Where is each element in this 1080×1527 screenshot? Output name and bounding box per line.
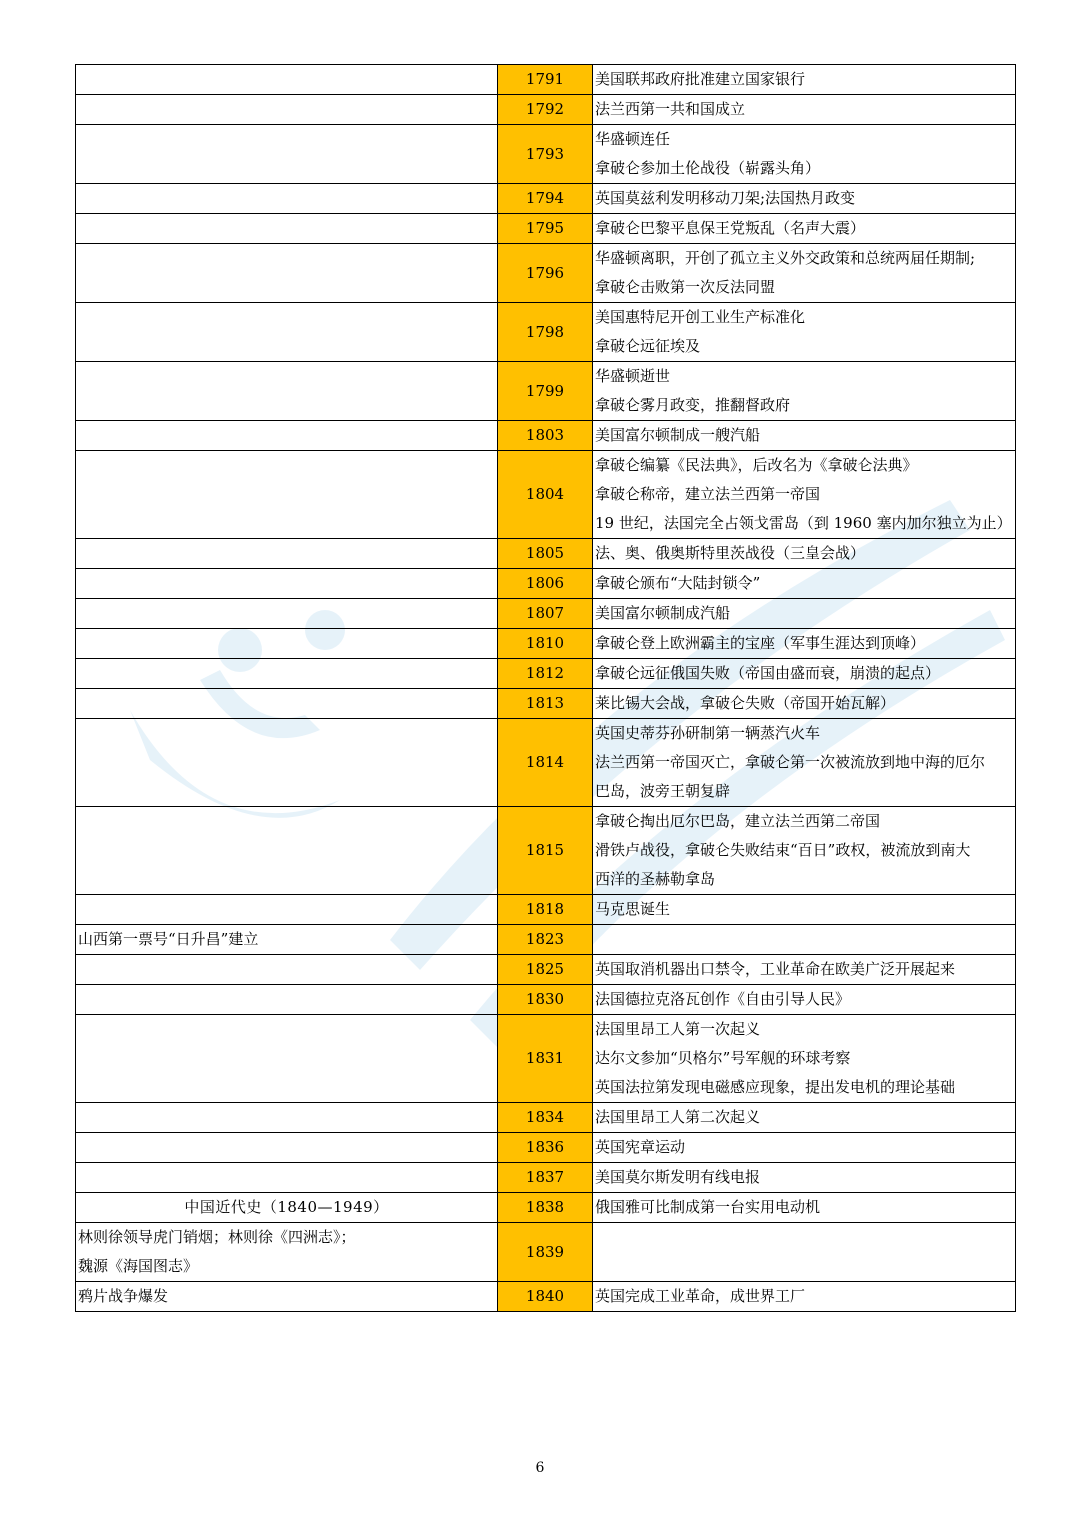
world-event-cell — [593, 925, 1016, 955]
world-event-line: 法国里昂工人第一次起义 — [595, 1020, 761, 1038]
china-event-cell — [76, 125, 498, 184]
china-event-cell — [76, 1223, 498, 1282]
table-row — [76, 1015, 1016, 1103]
world-event-cell — [593, 1223, 1016, 1282]
world-event-cell — [593, 719, 1016, 807]
world-event-line: 美国联邦政府批准建立国家银行 — [595, 70, 806, 88]
china-event-line: 山西第一票号“日升昌”建立 — [78, 930, 259, 948]
world-event-line: 拿破仑颁布“大陆封锁令” — [595, 574, 761, 592]
china-event-cell — [76, 539, 498, 569]
world-event-line: 华盛顿离职，开创了孤立主义外交政策和总统两届任期制; — [595, 249, 976, 267]
year-cell: 1794 — [498, 184, 593, 214]
table-row — [76, 569, 1016, 599]
china-event-cell — [76, 925, 498, 955]
table-row — [76, 955, 1016, 985]
china-event-line: 鸦片战争爆发 — [78, 1287, 169, 1305]
world-event-line: 华盛顿连任 — [595, 130, 671, 148]
world-event-line: 拿破仑雾月政变，推翻督政府 — [595, 396, 791, 414]
year-cell: 1840 — [498, 1282, 593, 1312]
world-event-cell — [593, 599, 1016, 629]
world-event-cell — [593, 303, 1016, 362]
china-event-cell — [76, 1103, 498, 1133]
china-event-cell — [76, 719, 498, 807]
world-event-cell — [593, 569, 1016, 599]
year-cell: 1799 — [498, 362, 593, 421]
year-cell: 1836 — [498, 1133, 593, 1163]
world-event-cell — [593, 1015, 1016, 1103]
table-row — [76, 1282, 1016, 1312]
section-heading-cell — [76, 1193, 498, 1223]
year-cell: 1796 — [498, 244, 593, 303]
year-cell: 1814 — [498, 719, 593, 807]
world-event-line: 法国德拉克洛瓦创作《自由引导人民》 — [595, 990, 851, 1008]
table-row — [76, 95, 1016, 125]
china-event-cell — [76, 65, 498, 95]
world-event-line: 西洋的圣赫勒拿岛 — [595, 870, 716, 888]
china-event-cell — [76, 599, 498, 629]
china-event-cell — [76, 1133, 498, 1163]
world-event-cell — [593, 807, 1016, 895]
year-cell: 1792 — [498, 95, 593, 125]
world-event-cell — [593, 539, 1016, 569]
year-cell: 1812 — [498, 659, 593, 689]
world-event-line: 法、奥、俄奥斯特里茨战役（三皇会战） — [595, 544, 866, 562]
china-event-cell — [76, 895, 498, 925]
china-event-cell — [76, 569, 498, 599]
china-event-cell — [76, 1163, 498, 1193]
world-event-line: 拿破仑击败第一次反法同盟 — [595, 278, 776, 296]
table-row — [76, 1163, 1016, 1193]
table-row — [76, 362, 1016, 421]
world-event-cell — [593, 95, 1016, 125]
china-event-cell — [76, 451, 498, 539]
world-event-line: 拿破仑参加土伦战役（崭露头角） — [595, 159, 821, 177]
world-event-cell — [593, 689, 1016, 719]
world-event-line: 拿破仑远征俄国失败（帝国由盛而衰，崩溃的起点） — [595, 664, 941, 682]
world-event-line: 美国富尔顿制成汽船 — [595, 604, 731, 622]
year-cell: 1834 — [498, 1103, 593, 1133]
table-row — [76, 925, 1016, 955]
year-cell: 1815 — [498, 807, 593, 895]
year-cell: 1839 — [498, 1223, 593, 1282]
world-event-line: 法国里昂工人第二次起义 — [595, 1108, 761, 1126]
year-cell: 1813 — [498, 689, 593, 719]
year-cell: 1805 — [498, 539, 593, 569]
world-event-line: 拿破仑登上欧洲霸主的宝座（军事生涯达到顶峰） — [595, 634, 926, 652]
table-row — [76, 539, 1016, 569]
world-event-line: 英国取消机器出口禁令，工业革命在欧美广泛开展起来 — [595, 960, 956, 978]
world-event-line: 莱比锡大会战，拿破仑失败（帝国开始瓦解） — [595, 694, 896, 712]
world-event-cell — [593, 659, 1016, 689]
china-event-line: 魏源《海国图志》 — [78, 1257, 199, 1275]
world-event-line: 马克思诞生 — [595, 900, 671, 918]
world-event-line: 达尔文参加“贝格尔”号军舰的环球考察 — [595, 1049, 851, 1067]
world-event-line: 拿破仑称帝，建立法兰西第一帝国 — [595, 485, 821, 503]
table-row — [76, 719, 1016, 807]
world-event-cell — [593, 65, 1016, 95]
year-cell: 1791 — [498, 65, 593, 95]
china-event-cell — [76, 303, 498, 362]
world-event-line: 英国莫兹利发明移动刀架;法国热月政变 — [595, 189, 856, 207]
year-cell: 1823 — [498, 925, 593, 955]
world-event-line: 英国史蒂芬孙研制第一辆蒸汽火车 — [595, 724, 821, 742]
world-event-line: 拿破仑编纂《民法典》，后改名为《拿破仑法典》 — [595, 456, 918, 474]
year-cell: 1838 — [498, 1193, 593, 1223]
world-event-cell — [593, 214, 1016, 244]
year-cell: 1803 — [498, 421, 593, 451]
table-row — [76, 421, 1016, 451]
china-event-cell — [76, 362, 498, 421]
china-event-cell — [76, 1282, 498, 1312]
table-row — [76, 125, 1016, 184]
world-event-cell — [593, 451, 1016, 539]
year-cell: 1810 — [498, 629, 593, 659]
table-row — [76, 629, 1016, 659]
table-row — [76, 303, 1016, 362]
china-event-cell — [76, 184, 498, 214]
table-row — [76, 1193, 1016, 1223]
world-event-cell — [593, 1193, 1016, 1223]
year-cell: 1798 — [498, 303, 593, 362]
china-event-cell — [76, 244, 498, 303]
table-row — [76, 689, 1016, 719]
world-event-cell — [593, 362, 1016, 421]
table-row — [76, 1133, 1016, 1163]
world-event-cell — [593, 1133, 1016, 1163]
world-event-cell — [593, 184, 1016, 214]
world-event-cell — [593, 244, 1016, 303]
china-event-cell — [76, 807, 498, 895]
world-event-line: 美国惠特尼开创工业生产标准化 — [595, 308, 806, 326]
timeline-table — [75, 64, 1016, 1312]
china-event-cell — [76, 659, 498, 689]
china-event-cell — [76, 985, 498, 1015]
china-event-cell — [76, 629, 498, 659]
world-event-cell — [593, 955, 1016, 985]
table-row — [76, 184, 1016, 214]
year-cell: 1825 — [498, 955, 593, 985]
world-event-line: 美国富尔顿制成一艘汽船 — [595, 426, 761, 444]
china-event-cell — [76, 95, 498, 125]
table-row — [76, 659, 1016, 689]
year-cell: 1806 — [498, 569, 593, 599]
world-event-line: 拿破仑巴黎平息保王党叛乱（名声大震） — [595, 219, 866, 237]
year-cell: 1807 — [498, 599, 593, 629]
world-event-cell — [593, 421, 1016, 451]
world-event-cell — [593, 629, 1016, 659]
table-row — [76, 985, 1016, 1015]
table-row — [76, 451, 1016, 539]
year-cell: 1830 — [498, 985, 593, 1015]
world-event-cell — [593, 1103, 1016, 1133]
table-row — [76, 1223, 1016, 1282]
world-event-line: 拿破仑掏出厄尔巴岛，建立法兰西第二帝国 — [595, 812, 881, 830]
table-row — [76, 65, 1016, 95]
china-event-cell — [76, 689, 498, 719]
world-event-line: 拿破仑远征埃及 — [595, 337, 701, 355]
year-cell: 1804 — [498, 451, 593, 539]
china-event-line: 林则徐领导虎门销烟；林则徐《四洲志》； — [78, 1228, 356, 1246]
table-row — [76, 1103, 1016, 1133]
year-cell: 1793 — [498, 125, 593, 184]
china-event-cell — [76, 1015, 498, 1103]
year-cell: 1818 — [498, 895, 593, 925]
section-heading: 中国近代史（1840—1949） — [184, 1198, 389, 1216]
world-event-cell — [593, 125, 1016, 184]
table-row — [76, 214, 1016, 244]
world-event-line: 华盛顿逝世 — [595, 367, 671, 385]
table-row — [76, 807, 1016, 895]
world-event-line: 英国宪章运动 — [595, 1138, 686, 1156]
world-event-line: 俄国雅可比制成第一台实用电动机 — [595, 1198, 821, 1216]
year-cell: 1795 — [498, 214, 593, 244]
table-row — [76, 244, 1016, 303]
table-row — [76, 895, 1016, 925]
table-row — [76, 599, 1016, 629]
world-event-line: 法兰西第一共和国成立 — [595, 100, 746, 118]
world-event-cell — [593, 1282, 1016, 1312]
world-event-line: 法兰西第一帝国灭亡，拿破仑第一次被流放到地中海的厄尔 — [595, 753, 986, 771]
page-number: 6 — [535, 1460, 545, 1476]
world-event-line: 英国法拉第发现电磁感应现象，提出发电机的理论基础 — [595, 1078, 956, 1096]
world-event-cell — [593, 1163, 1016, 1193]
world-event-line: 巴岛，波旁王朝复辟 — [595, 782, 731, 800]
china-event-cell — [76, 421, 498, 451]
year-cell: 1831 — [498, 1015, 593, 1103]
world-event-line: 美国莫尔斯发明有线电报 — [595, 1168, 761, 1186]
china-event-cell — [76, 214, 498, 244]
year-cell: 1837 — [498, 1163, 593, 1193]
china-event-cell — [76, 955, 498, 985]
world-event-line: 英国完成工业革命，成世界工厂 — [595, 1287, 806, 1305]
world-event-line: 滑铁卢战役，拿破仑失败结束“百日”政权，被流放到南大 — [595, 841, 971, 859]
world-event-line: 19 世纪，法国完全占领戈雷岛（到 1960 塞内加尔独立为止） — [595, 514, 1012, 532]
world-event-cell — [593, 895, 1016, 925]
world-event-cell — [593, 985, 1016, 1015]
